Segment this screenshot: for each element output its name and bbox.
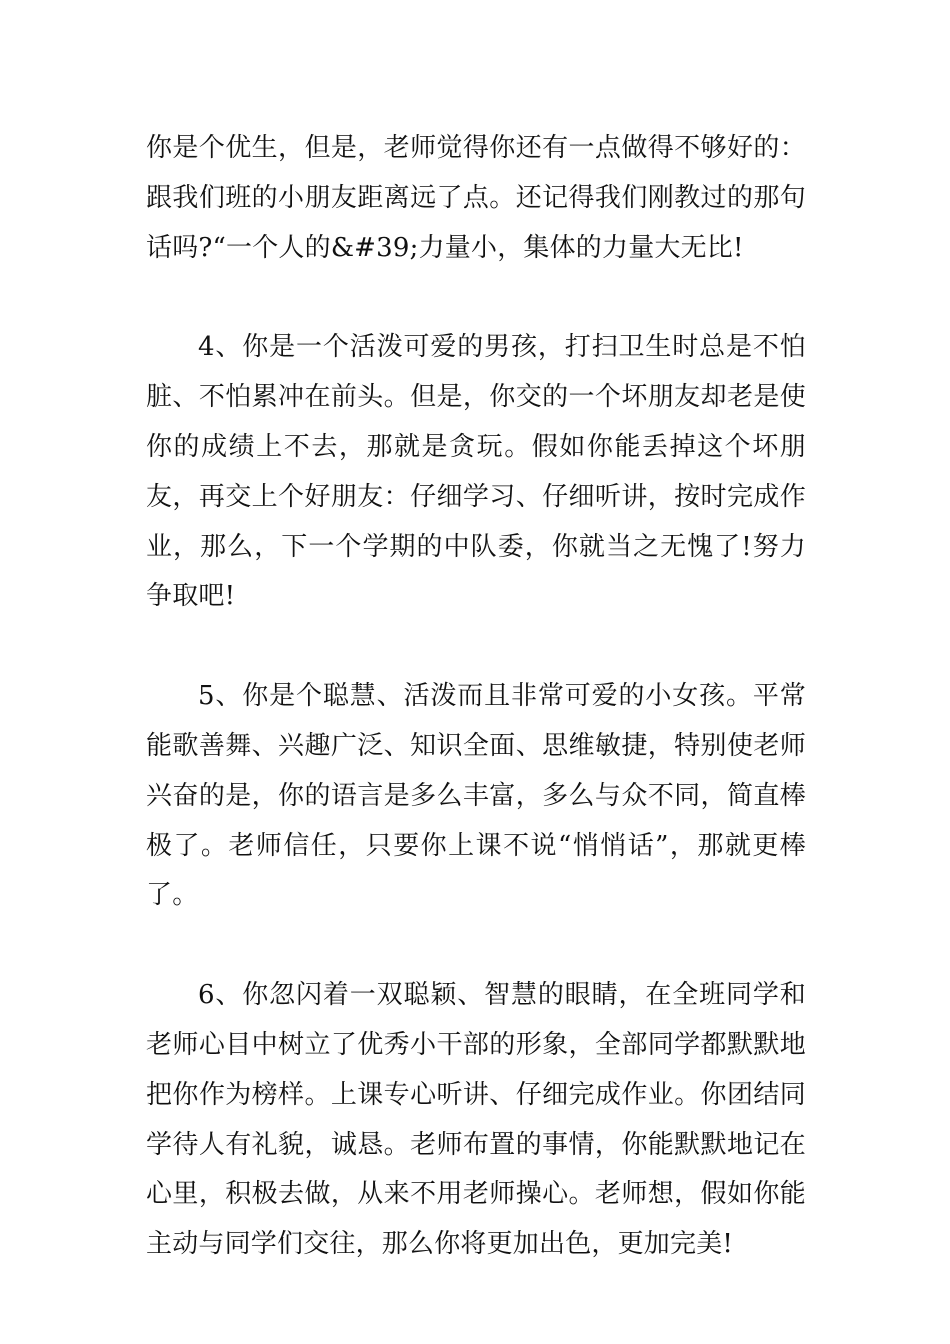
paragraph-comment-4: 4、你是一个活泼可爱的男孩，打扫卫生时总是不怕脏、不怕累冲在前头。但是，你交的一个坏朋友却老是使你的成绩上不去，那就是贪玩。假如你能丢掉这个坏朋友，再交上个好朋友：仔细学习、仔细听讲，按时完成作业，那么，下一个学期的中队委，你就当之无愧了!努力争取吧!: [146, 332, 806, 612]
paragraph-comment-6: 6、你忽闪着一双聪颖、智慧的眼睛，在全班同学和老师心目中树立了优秀小干部的形象，全部同学都默默地把你作为榜样。上课专心听讲、仔细完成作业。你团结同学待人有礼貌，诚恳。老师布置的事情，你能默默地记在心里，积极去做，从来不用老师操心。老师想，假如你能主动与同学们交往，那么你将更加出色，更加完美!: [146, 980, 806, 1260]
paragraph-gap: [146, 921, 806, 971]
paragraph-gap: [146, 622, 806, 672]
paragraph-gap: [146, 273, 806, 323]
document-body: [146, 124, 806, 1270]
paragraph-intro: 你是个优生，但是，老师觉得你还有一点做得不够好的：跟我们班的小朋友距离远了点。还记得我们刚教过的那句话吗?“一个人的&#39;力量小，集体的力量大无比!: [146, 133, 806, 263]
paragraph-comment-5: 5、你是个聪慧、活泼而且非常可爱的小女孩。平常能歌善舞、兴趣广泛、知识全面、思维敏捷，特别使老师兴奋的是，你的语言是多么丰富，多么与众不同，简直棒极了。老师信任，只要你上课不说“悄悄话”，那就更棒了。: [146, 681, 806, 911]
